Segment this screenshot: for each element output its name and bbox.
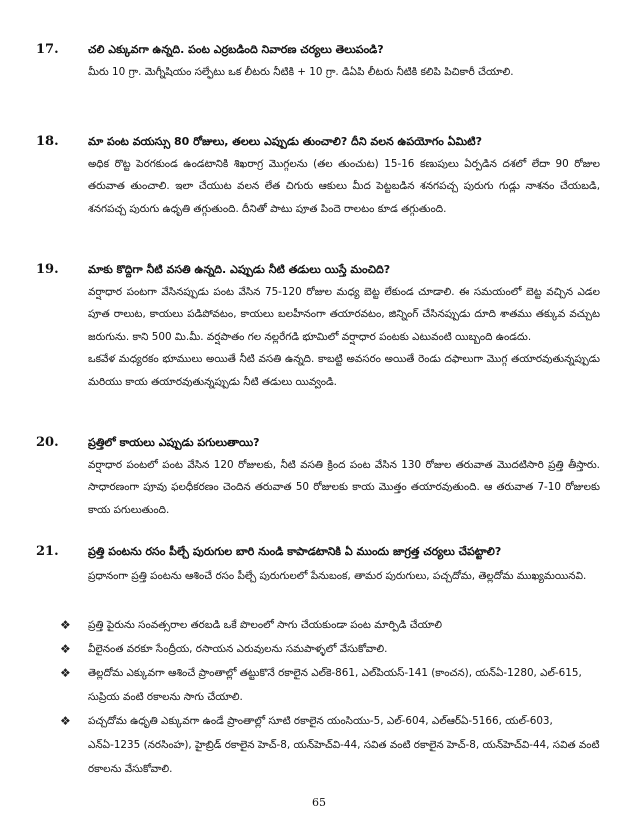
bullet-text: వీలైనంత వరకూ సేంద్రీయ, రసాయన ఎరువులను సమపాళ్ళలో వేసుకోవాలి. — [88, 643, 388, 655]
diamond-bullet-icon: ❖ — [60, 618, 71, 632]
answer-text — [88, 565, 600, 587]
answer-paragraph: వర్షాధార పంటగా వేసినప్పుడు పంట వేసిన 75-120 రోజుల మధ్య బెట్ట లేకుండ చూడాలి. ఈ సమయంలో బెట్ట వచ్చిన ఎడల పూత రాలుట, కాయలు పడిపోవటం, కాయలు బలహీనంగా తయారవటం, జిన్నింగ్ చేసినప్పుడు దూది శాతము తక్కువ వచ్చుట జరుగును. కాని 500 మి.మీ. వర్షపాతం గల నల్లరేగడి భూమిలో వర్షాధార పంటకు ఎటువంటి యిబ్బంది ఉండదు. — [88, 286, 600, 343]
bullet-list — [60, 613, 608, 781]
question-number: 21. — [36, 544, 59, 559]
question-text: ప్రత్తిలో కాయలు ఎప్పుడు పగులుతాయి? — [88, 436, 260, 449]
list-item — [60, 637, 608, 661]
diamond-bullet-icon: ❖ — [60, 714, 71, 728]
list-item — [60, 709, 608, 781]
answer-paragraph: మీరు 10 గ్రా. మెగ్నీషియం సల్ఫేటు ఒక లీటరు నీటికి + 10 గ్రా. డిఏపి లీటరు నీటికి కలిపి పిచికారీ చేయాలి. — [88, 66, 514, 78]
question-text: ప్రత్తి పంటను రసం పీల్చే పురుగుల బారి నుండి కాపాడటానికి ఏ ముందు జాగ్రత్త చర్యలు చేపట్టాలి? — [88, 545, 502, 558]
answer-paragraph: వర్షాధార పంటలో పంట వేసిన 120 రోజులకు, నీటి వసతి క్రింద పంట వేసిన 130 రోజుల తరువాత మొదటిసారి ప్రత్తి తీస్తారు. సాధారణంగా పూవు ఫలధీకరణం చెందిన తరువాత 50 రోజులకు కాయ మొత్తం తయారవుతుంది. ఆ తరువాత 7-10 రోజులకు కాయ పగులుతుంది. — [88, 459, 600, 516]
answer-text — [88, 281, 600, 393]
question-text: మా పంట వయస్సు 80 రోజులు, తలలు ఎప్పుడు తుంచాలి? దీని వలన ఉపయోగం ఏమిటి? — [88, 135, 482, 148]
bullet-text: ప్రత్తి పైరును సంవత్సరాల తరబడి ఒకే పొలంలో సాగు చేయకుండా పంట మార్పిడి చేయాలి — [88, 619, 442, 631]
answer-text — [88, 61, 600, 83]
page-number: 65 — [312, 796, 326, 809]
list-item — [60, 661, 608, 709]
question-number: 17. — [36, 42, 59, 57]
question-number: 20. — [36, 435, 59, 450]
question-number: 18. — [36, 134, 59, 149]
answer-paragraph: అధిక రొట్ట పెరగకుండ ఉండటానికి శిఖరాగ్ర మొగ్గలను (తల తుంచుట) 15-16 కణుపులు ఏర్పడిన దశలో లేదా 90 రోజుల తరువాత తుంచాలి. ఇలా చేయుట వలన లేత చిగురు ఆకులు మీద పెట్టబడిన శనగపచ్చ పురుగు గుడ్లు నాశనం చేయబడి, శనగపచ్చ పురుగు ఉధృతి తగ్గుతుంది. దీనితో పాటు పూత పిందె రాలటం కూడ తగ్గుతుంది. — [88, 158, 600, 215]
question-number: 19. — [36, 262, 59, 277]
question-text: చలి ఎక్కువగా ఉన్నది. పంట ఎర్రబడింది నివారణ చర్యలు తెలుపండి? — [88, 43, 384, 56]
bullet-text: తెల్లదోమ ఎక్కువగా ఆశించే ప్రాంతాల్లో తట్టుకొనే రకాలైన ఎల్‌కె-861, ఎల్‌పియస్-141 (కాంచన), యన్‌ఏ-1280, ఎల్-615, సుప్రియ వంటి రకాలను సాగు చేయాలి. — [88, 667, 582, 703]
bullet-text: పచ్చదోమ ఉధృతి ఎక్కువగా ఉండే ప్రాంతాల్లో సూటి రకాలైన యంసియు-5, ఎల్-604, ఎల్‌ఆర్‌ఏ-5166, యల్-603, ఎన్ఏ-1235 (నరసింహ), హైబ్రిడ్ రకాలైన హెచ్-8, యన్‌హెచ్‌వి-44, సవిత వంటి రకాలైన హెచ్-8, యన్‌హెచ్‌వి-44, సవిత వంటి రకాలను వేసుకోవాలి. — [88, 715, 600, 775]
answer-text — [88, 153, 600, 220]
diamond-bullet-icon: ❖ — [60, 642, 71, 656]
answer-text — [88, 454, 600, 521]
diamond-bullet-icon: ❖ — [60, 666, 71, 680]
answer-paragraph: ప్రధానంగా ప్రత్తి పంటను ఆశించే రసం పీల్చే పురుగులలో పేనుబంక, తామర పురుగులు, పచ్చదోమ, తెల్లదోమ ముఖ్యమయినవి. — [88, 570, 587, 582]
question-text: మాకు కొద్దిగా నీటి వసతి ఉన్నది. ఎప్పుడు నీటి తడులు యిస్తే మంచిది? — [88, 263, 391, 276]
answer-paragraph: ఒకవేళ మధ్యరకం భూములు అయితే నీటి వసతి ఉన్నది. కాబట్టి అవసరం అయితే రెండు దఫాలుగా మొగ్గ తయారవుతున్నప్పుడు మరియు కాయ తయారవుతున్నప్పుడు నీటి తడులు యివ్వండి. — [88, 353, 600, 388]
list-item — [60, 613, 608, 637]
